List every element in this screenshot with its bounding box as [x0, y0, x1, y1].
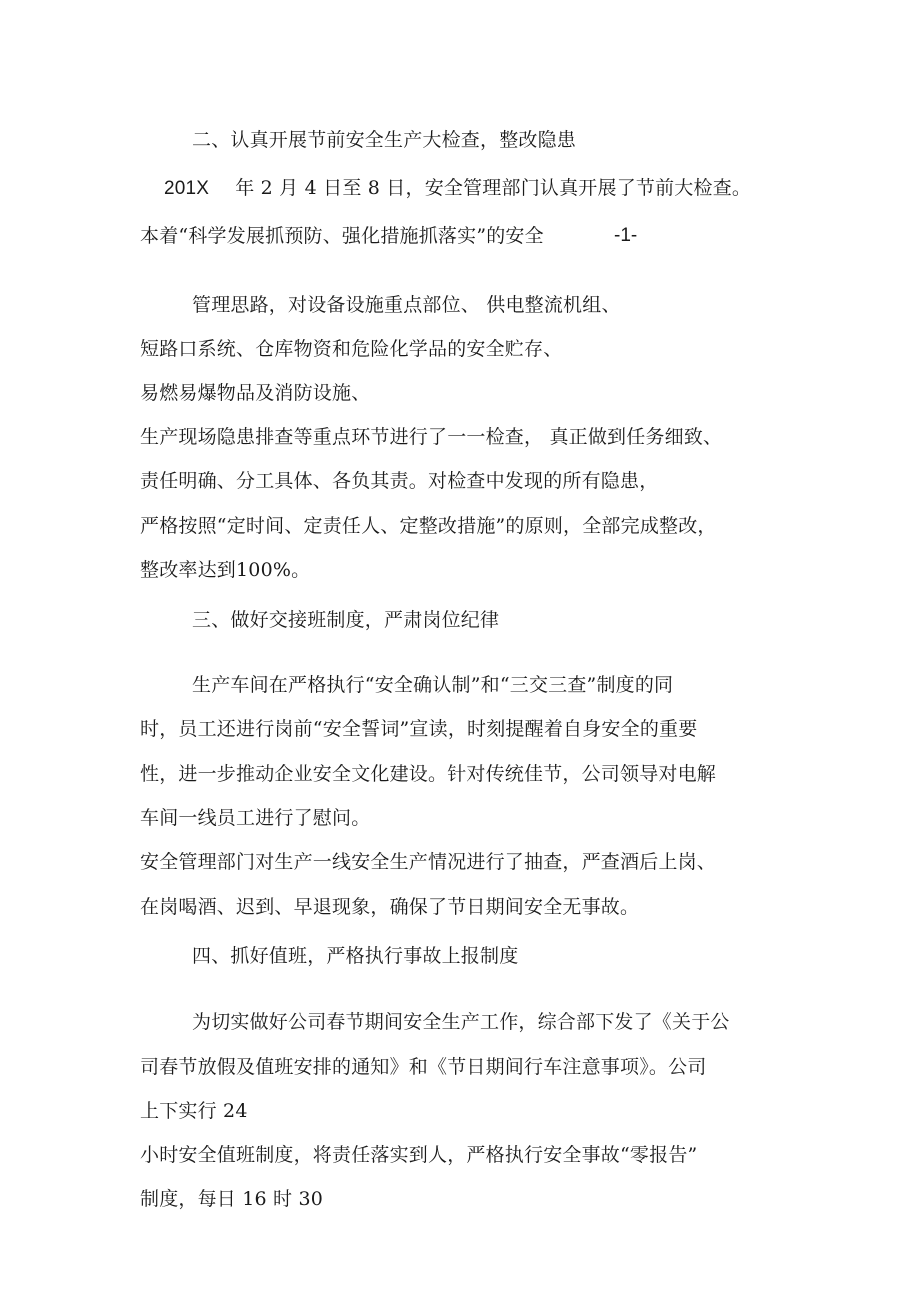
paragraph-1-line-2: 本着“科学发展抓预防、强化措施抓落实”的安全	[140, 225, 544, 247]
paragraph-3-line-2: 时，员工还进行岗前“安全誓词”宣读，时刻提醒着自身安全的重要	[140, 718, 698, 740]
paragraph-4-line-3: 上下实行 24	[140, 1100, 248, 1122]
paragraph-4-line-4: 小时安全值班制度，将责任落实到人，严格执行安全事故“零报告”	[140, 1144, 698, 1166]
paragraph-2-line-1: 管理思路，对设备设施重点部位、 供电整流机组、	[192, 294, 621, 316]
paragraph-2-line-5: 责任明确、分工具体、各负其责。对检查中发现的所有隐患，	[140, 470, 659, 492]
paragraph-2-line-2: 短路口系统、仓库物资和危险化学品的安全贮存、	[140, 338, 563, 360]
year-text: 201X	[164, 178, 210, 199]
paragraph-2-line-4: 生产现场隐患排查等重点环节进行了一一检查， 真正做到任务细致、	[140, 426, 723, 448]
date-text: 年 2 月 4 日至 8 日，安全管理部门认真开展了节前大检查。	[235, 177, 752, 199]
paragraph-2-line-6: 严格按照“定时间、定责任人、定整改措施”的原则，全部完成整改，	[140, 515, 717, 537]
paragraph-3-line-5: 安全管理部门对生产一线安全生产情况进行了抽查，严查酒后上岗、	[140, 851, 717, 873]
section-heading-2: 二、认真开展节前安全生产大检查，整改隐患	[192, 129, 577, 151]
section-heading-3: 三、做好交接班制度，严肃岗位纪律	[192, 609, 500, 631]
paragraph-4-line-5: 制度，每日 16 时 30	[140, 1188, 324, 1210]
paragraph-3-line-6: 在岗喝酒、迟到、早退现象，确保了节日期间安全无事故。	[140, 896, 640, 918]
paragraph-3-line-1: 生产车间在严格执行“安全确认制”和“三交三查”制度的同	[192, 674, 674, 696]
paragraph-2-line-7: 整改率达到100%。	[140, 559, 311, 581]
section-heading-4: 四、抓好值班，严格执行事故上报制度	[192, 945, 519, 967]
page-number: -1-	[614, 225, 638, 246]
paragraph-4-line-2: 司春节放假及值班安排的通知》和《节日期间行车注意事项》。公司	[140, 1056, 707, 1078]
paragraph-3-line-4: 车间一线员工进行了慰问。	[140, 807, 371, 829]
paragraph-2-line-3: 易燃易爆物品及消防设施、	[140, 382, 371, 404]
paragraph-1-line-1	[164, 176, 751, 201]
paragraph-4-line-1: 为切实做好公司春节期间安全生产工作，综合部下发了《关于公	[192, 1011, 730, 1033]
paragraph-3-line-3: 性，进一步推动企业安全文化建设。针对传统佳节，公司领导对电解	[140, 763, 717, 785]
